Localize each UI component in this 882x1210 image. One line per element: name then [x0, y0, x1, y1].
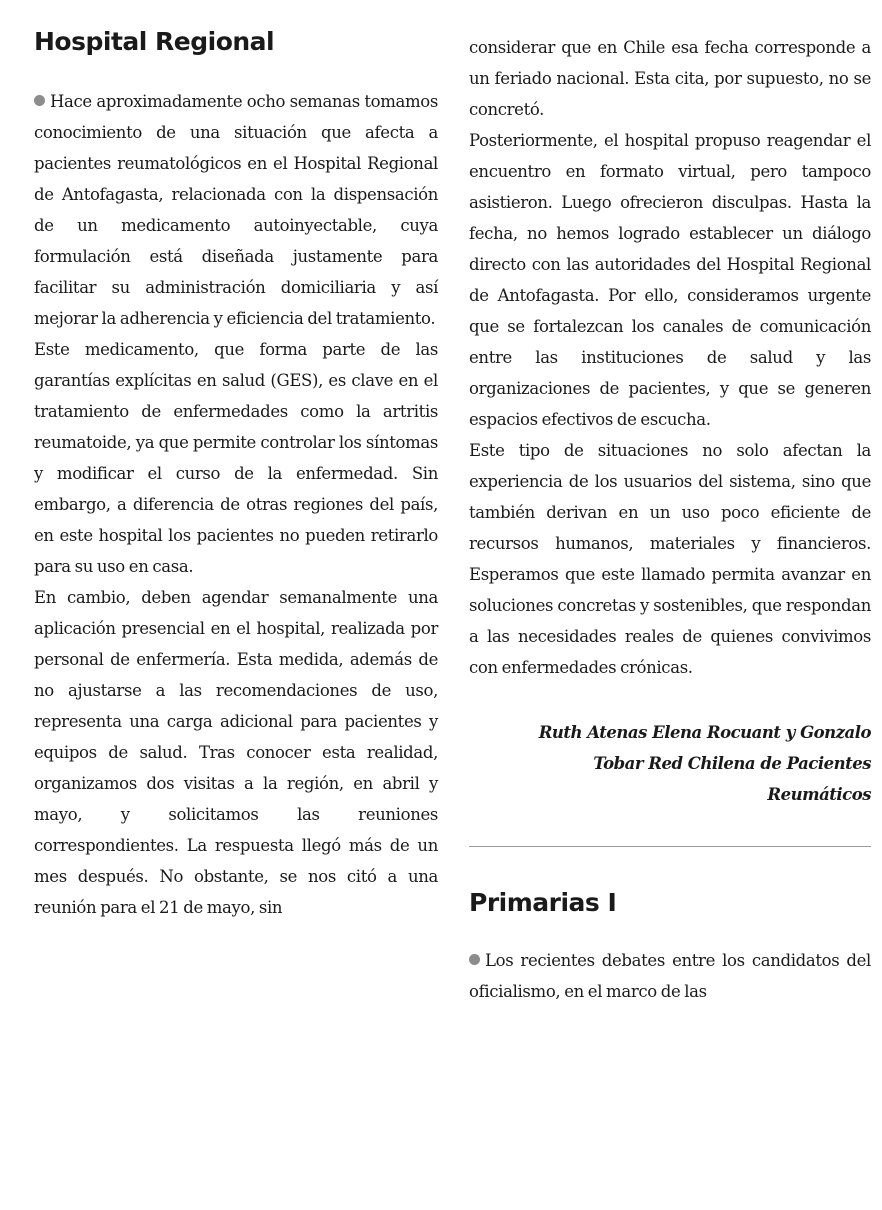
letter-paragraph-5: Posteriormente, el hospital propuso reagendar el encuentro en formato virtual, pero tampoco asistieron. Luego ofrecieron disculpas. Hasta la fecha, no hemos logrado establecer un diálogo directo con las autoridades del Hospital Regional de Antofagasta. Por ello, consideramos urgente que se fortalezcan los canales de comunicación entre las instituciones de salud y las organizaciones de pacientes, y que se generen espacios efectivos de escucha. [469, 131, 871, 429]
paragraph-text: Hace aproximadamente ocho semanas tomamos conocimiento de una situación que afecta a pacientes reumatológicos en el Hospital Regional de Antofagasta, relacionada con la dispensación de un medicamento autoinyectable, cuya formulación está diseñada justamente para facilitar su administración domiciliaria y así mejorar la adherencia y eficiencia del tratamiento. [34, 92, 438, 328]
paragraph-text: Los recientes debates entre los candidatos del oficialismo, en el marco de las [469, 951, 871, 1001]
next-letter-paragraph [469, 945, 871, 1007]
headline-primarias-i: Primarias I [469, 888, 617, 917]
bullet-icon [469, 954, 480, 965]
letter-paragraph-1 [34, 86, 438, 334]
right-column [469, 0, 871, 1007]
section-divider [469, 846, 871, 847]
letter-paragraph-2: Este medicamento, que forma parte de las garantías explícitas en salud (GES), es clave en el tratamiento de enfermedades como la artritis reumatoide, ya que permite controlar los síntomas y modificar el curso de la enfermedad. Sin embargo, a diferencia de otras regiones del país, en este hospital los pacientes no pueden retirarlo para su uso en casa. [34, 340, 438, 576]
left-column [34, 0, 438, 923]
letter-signature: Ruth Atenas Elena Rocuant y Gonzalo Tobar Red Chilena de Pacientes Reumáticos [538, 723, 871, 804]
letter-paragraph-6: Este tipo de situaciones no solo afectan la experiencia de los usuarios del sistema, sino que también derivan en un uso poco eficiente de recursos humanos, materiales y financieros. Esperamos que este llamado permita avanzar en soluciones concretas y sostenibles, que respondan a las necesidades reales de quienes convivimos con enfermedades crónicas. [469, 441, 871, 677]
letter-paragraph-3: En cambio, deben agendar semanalmente una aplicación presencial en el hospital, realizada por personal de enfermería. Esta medida, además de no ajustarse a las recomendaciones de uso, representa una carga adicional para pacientes y equipos de salud. Tras conocer esta realidad, organizamos dos visitas a la región, en abril y mayo, y solicitamos las reuniones correspondientes. La respuesta llegó más de un mes después. No obstante, se nos citó a una reunión para el 21 de mayo, sin [34, 588, 438, 917]
letter-paragraph-4: considerar que en Chile esa fecha corresponde a un feriado nacional. Esta cita, por supuesto, no se concretó. [469, 38, 871, 119]
headline-hospital-regional: Hospital Regional [34, 27, 275, 56]
bullet-icon [34, 95, 45, 106]
